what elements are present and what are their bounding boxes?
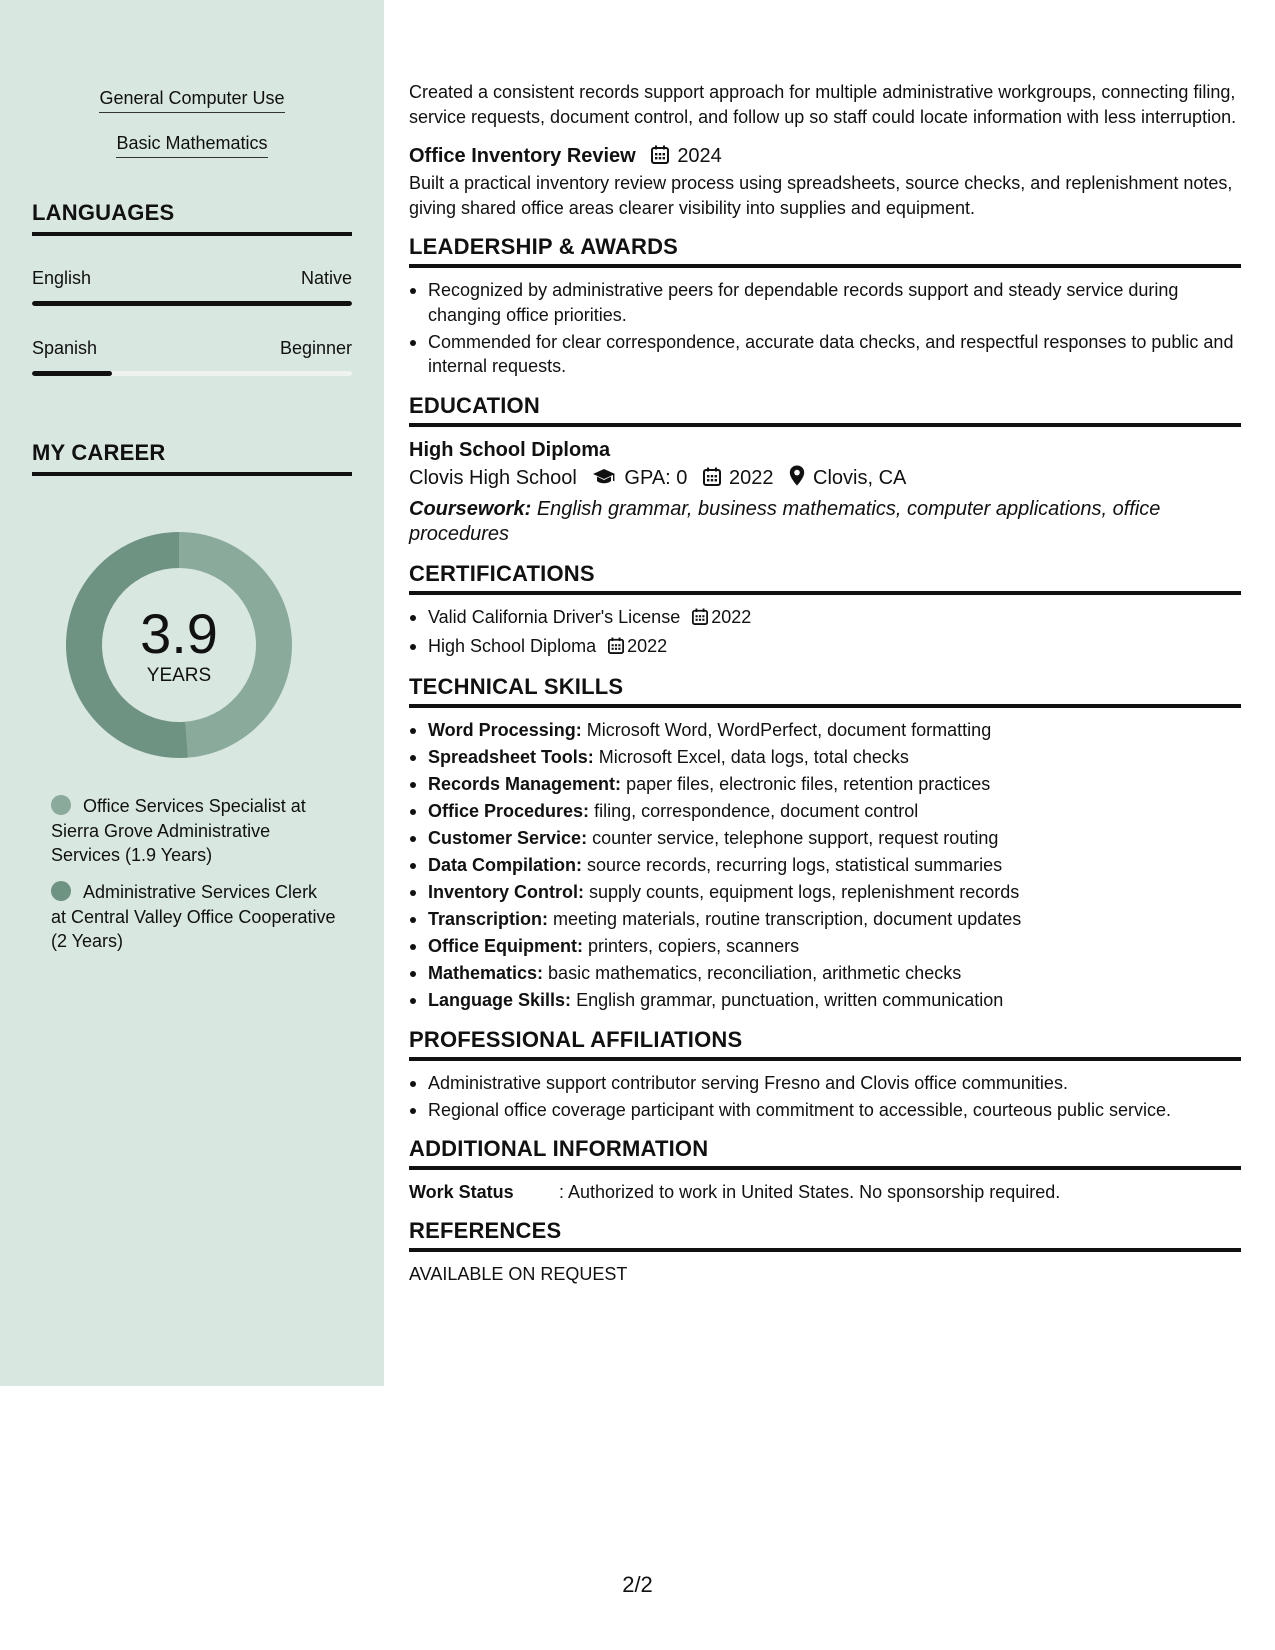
skill-label: Inventory Control: <box>428 882 584 902</box>
affiliations-section <box>409 1027 1241 1123</box>
technical-skills-section <box>409 674 1241 1013</box>
list-item: Commended for clear correspondence, accurate data checks, and respectful responses to public and internal requests. <box>409 330 1241 379</box>
skill-label: Office Procedures: <box>428 801 590 821</box>
skill-label: Office Equipment: <box>428 936 584 956</box>
skill-item <box>409 853 1241 878</box>
skill-item <box>409 745 1241 770</box>
skill-value: English grammar, punctuation, written communication <box>576 990 1004 1010</box>
language-proficiency-bar <box>32 371 352 376</box>
skill-value: supply counts, equipment logs, replenishment records <box>589 882 1020 902</box>
section-title: EDUCATION <box>409 393 1241 427</box>
additional-info-section <box>409 1136 1241 1204</box>
education-school: Clovis High School <box>409 466 577 489</box>
location-pin-icon <box>789 465 805 495</box>
certification-year: 2022 <box>627 635 668 656</box>
references-section <box>409 1218 1241 1286</box>
language-proficiency-bar <box>32 301 352 306</box>
certification-name: Valid California Driver's License <box>428 606 681 627</box>
education-year: 2022 <box>728 466 774 489</box>
skill-item <box>409 880 1241 905</box>
skills-list <box>409 718 1241 1013</box>
skill-label: Transcription: <box>428 909 549 929</box>
skill-label: Word Processing: <box>428 720 582 740</box>
project-entry <box>409 143 1241 220</box>
career-item-text: Administrative Services Clerk at Central Valley Office Cooperative (2 Years) <box>51 882 336 951</box>
education-gpa: GPA: 0 <box>624 466 688 489</box>
work-status-value: : Authorized to work in United States. No sponsorship required. <box>559 1182 1061 1202</box>
skill-value: paper files, electronic files, retention practices <box>626 774 991 794</box>
project-description: Created a consistent records support approach for multiple administrative workgroups, connecting filing, service requests, document control, and follow up so staff could locate information with less interruption. <box>409 82 1237 127</box>
skill-label: Spreadsheet Tools: <box>428 747 594 767</box>
languages-heading: LANGUAGES <box>32 200 352 236</box>
calendar-icon <box>703 465 721 495</box>
interests-list <box>32 86 352 176</box>
skill-item <box>409 988 1241 1013</box>
section-title: ADDITIONAL INFORMATION <box>409 1136 1241 1170</box>
list-item: Administrative support contributor serving Fresno and Clovis office communities. <box>409 1071 1241 1096</box>
section-title: REFERENCES <box>409 1218 1241 1252</box>
certification-item <box>409 634 1241 661</box>
language-proficiency-fill <box>32 371 112 376</box>
calendar-icon <box>651 145 669 171</box>
main-content <box>409 80 1241 1286</box>
leadership-section <box>409 234 1241 379</box>
education-location: Clovis, CA <box>813 466 907 489</box>
sidebar <box>0 0 384 1386</box>
calendar-icon <box>692 607 708 632</box>
skill-value: source records, recurring logs, statistical summaries <box>587 855 1003 875</box>
career-item-text: Office Services Specialist at Sierra Grove Administrative Services (1.9 Years) <box>51 796 306 865</box>
career-legend-dot <box>51 881 71 901</box>
skill-value: basic mathematics, reconciliation, arithmetic checks <box>548 963 962 983</box>
language-name: English <box>32 268 92 288</box>
project-title-line <box>409 143 1241 171</box>
interest-item: General Computer Use <box>99 86 284 113</box>
career-total-years: 3.9 <box>140 602 218 665</box>
graduation-cap-icon <box>592 465 616 495</box>
skill-item <box>409 772 1241 797</box>
skill-item <box>409 799 1241 824</box>
certification-year: 2022 <box>711 606 752 627</box>
career-legend-dot <box>51 795 71 815</box>
project-year: 2024 <box>677 145 722 167</box>
skill-label: Language Skills: <box>428 990 572 1010</box>
skill-item <box>409 934 1241 959</box>
education-section <box>409 393 1241 547</box>
certification-item <box>409 605 1241 632</box>
career-donut-chart <box>66 532 292 758</box>
section-title: PROFESSIONAL AFFILIATIONS <box>409 1027 1241 1061</box>
coursework-text: English grammar, business mathematics, computer applications, office procedures <box>409 497 1161 545</box>
career-item <box>51 880 336 954</box>
skill-label: Mathematics: <box>428 963 544 983</box>
skill-value: filing, correspondence, document control <box>594 801 919 821</box>
section-title: LEADERSHIP & AWARDS <box>409 234 1241 268</box>
career-item <box>51 794 336 868</box>
skill-item <box>409 826 1241 851</box>
skill-label: Customer Service: <box>428 828 588 848</box>
skill-label: Records Management: <box>428 774 622 794</box>
skill-value: printers, copiers, scanners <box>588 936 800 956</box>
career-heading: MY CAREER <box>32 440 352 476</box>
skill-item <box>409 961 1241 986</box>
language-level: Native <box>300 268 352 288</box>
page-number: 2/2 <box>622 1572 653 1597</box>
list-item: Regional office coverage participant with commitment to accessible, courteous public service. <box>409 1098 1241 1123</box>
section-title: TECHNICAL SKILLS <box>409 674 1241 708</box>
skill-label: Data Compilation: <box>428 855 583 875</box>
certification-name: High School Diploma <box>428 635 597 656</box>
work-status-label: Work Status <box>409 1182 514 1202</box>
skill-value: meeting materials, routine transcription, document updates <box>553 909 1022 929</box>
work-status-row <box>409 1180 1241 1204</box>
list-item: Recognized by administrative peers for dependable records support and steady service during changing office priorities. <box>409 278 1241 327</box>
references-text: AVAILABLE ON REQUEST <box>409 1264 628 1284</box>
section-title: CERTIFICATIONS <box>409 561 1241 595</box>
education-coursework <box>409 497 1241 547</box>
skill-value: Microsoft Excel, data logs, total checks <box>598 747 909 767</box>
skill-item <box>409 718 1241 743</box>
calendar-icon <box>608 636 624 661</box>
career-total-unit: YEARS <box>146 665 212 686</box>
certifications-section <box>409 561 1241 661</box>
skill-value: counter service, telephone support, request routing <box>592 828 999 848</box>
project-description: Built a practical inventory review process using spreadsheets, source checks, and replenishment notes, giving shared office areas clearer visibility into supplies and equipment. <box>409 173 1233 218</box>
interest-item: Basic Mathematics <box>116 131 267 158</box>
skill-value: Microsoft Word, WordPerfect, document formatting <box>586 720 992 740</box>
project-title: Office Inventory Review <box>409 145 636 167</box>
coursework-label: Coursework: <box>409 497 532 520</box>
language-level: Beginner <box>279 338 352 358</box>
education-degree: High School Diploma <box>409 438 611 461</box>
skill-item <box>409 907 1241 932</box>
language-name: Spanish <box>32 338 98 358</box>
education-details <box>409 463 1241 495</box>
language-proficiency-fill <box>32 301 352 306</box>
